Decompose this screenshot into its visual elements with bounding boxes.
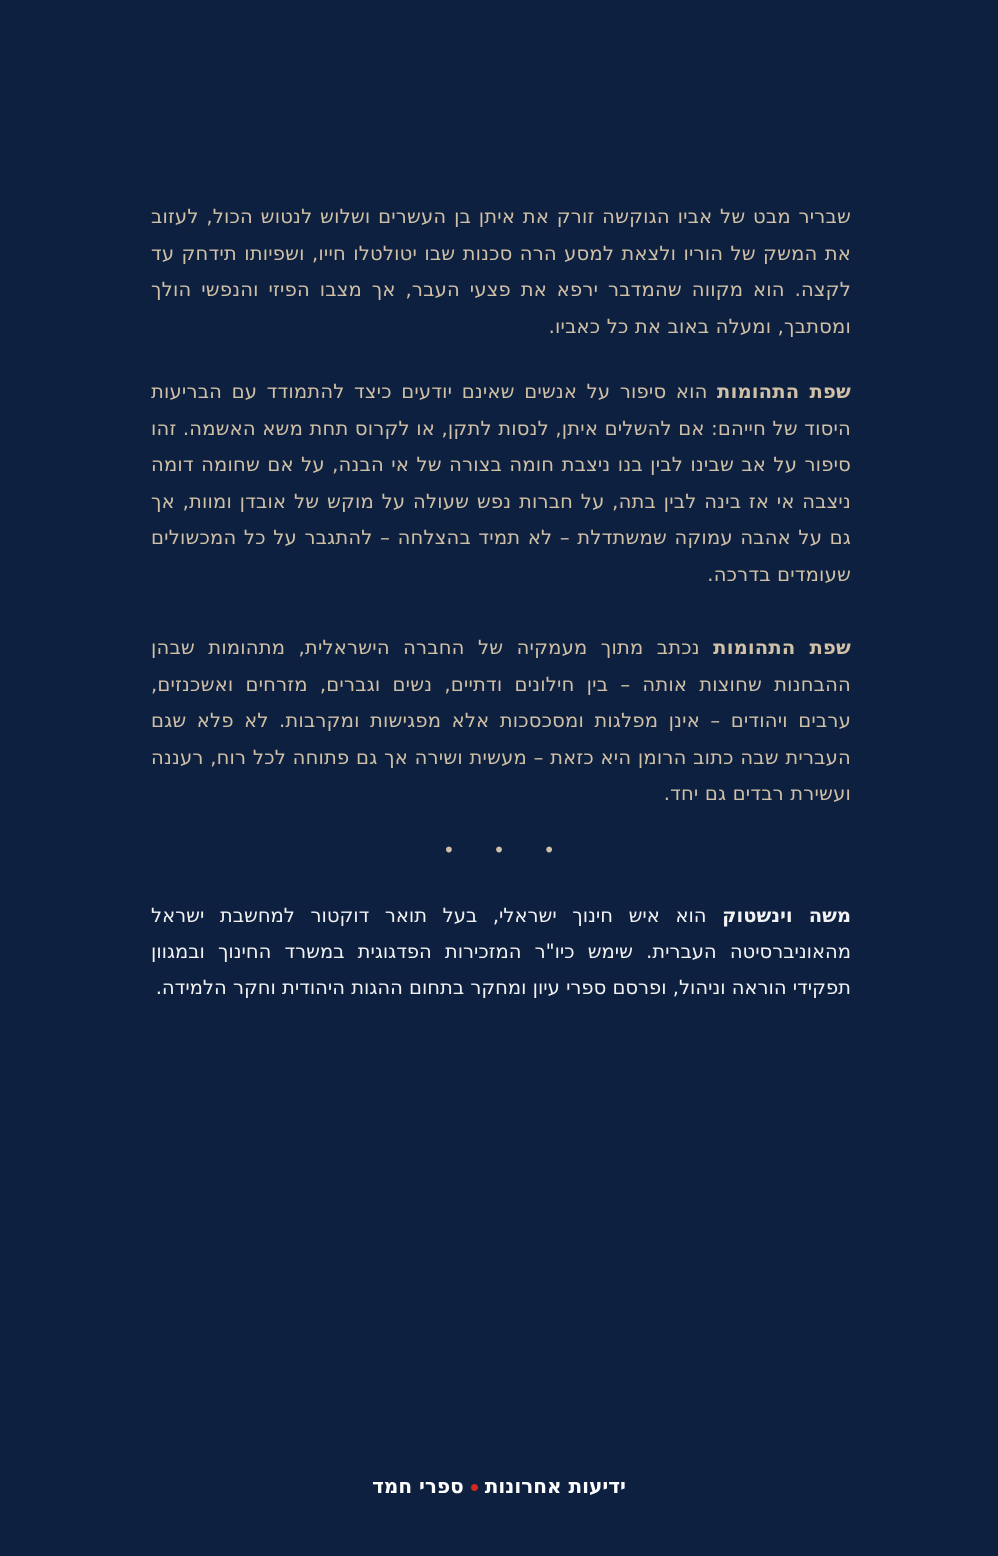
publisher-imprint [0,1474,998,1498]
book-title-mention: שפת התהומות [717,380,851,403]
publisher-name-secondary: ספרי חמד [372,1474,464,1498]
section-separator: • • • [442,838,572,862]
author-bio [151,898,851,1006]
synopsis-paragraph-1-text: שבריר מבט של אביו הגוקשה זורק את איתן בן העשרים ושלוש לנטוש הכול, לעזוב את המשק של הוריו ולצאת למסע הרה סכנות שבו יטולטלו חייו, ושפיותו תידחק עד לקצה. הוא מקווה שהמדבר ירפא את פצעי העבר, אך מצבו הפיזי והנפשי הולך ומסתבך, ומעלה באוב את כל כאביו. [151,205,851,338]
synopsis-paragraph-3-text: נכתב מתוך מעמקיה של החברה הישראלית, מתהומות שבהן ההבחנות שחוצות אותה – בין חילונים ודתיים, נשים וגברים, מזרחים ואשכנזים, ערבים ויהודים – אינן מפלגות ומסכסכות אלא מפגישות ומקרבות. לא פלא שגם העברית שבה כתוב הרומן היא כזאת – מעשית ושירה אך גם פתוחה לכל רוח, רעננה ועשירת רבדים גם יחד. [151,636,851,805]
publisher-name-primary: ידיעות אחרונות [484,1474,626,1498]
synopsis-paragraph-1 [151,199,851,345]
synopsis-paragraph-3 [151,630,851,813]
author-bio-text: הוא איש חינוך ישראלי, בעל תואר דוקטור למחשבת ישראל מהאוניברסיטה העברית. שימש כיו"ר המזכירות הפדגוגית במשרד החינוך ובמגוון תפקידי הוראה וניהול, ופרסם ספרי עיון ומחקר בתחום ההגות היהודית וחקר הלמידה. [151,904,851,999]
synopsis-paragraph-2-text: הוא סיפור על אנשים שאינם יודעים כיצד להתמודד עם הבריעות היסוד של חייהם: אם להשלים איתן, לנסות לתקן, או לקרוס תחת משא האשמה. זהו סיפור על אב שבינו לבין בנו ניצבת חומה בצורה של אי הבנה, על אם שחומה דומה ניצבה אי אז בינה לבין בתה, על חברות נפש שעולה על מוקש של אובדן ומוות, אך גם על אהבה עמוקה שמשתדלת – לא תמיד בהצלחה – להתגבר על כל המכשולים שעומדים בדרכה. [151,380,851,586]
book-title-mention: שפת התהומות [713,636,851,659]
author-name: משה וינשטוק [722,904,852,927]
synopsis-paragraph-2 [151,374,851,593]
publisher-separator-dot-icon [471,1484,478,1491]
